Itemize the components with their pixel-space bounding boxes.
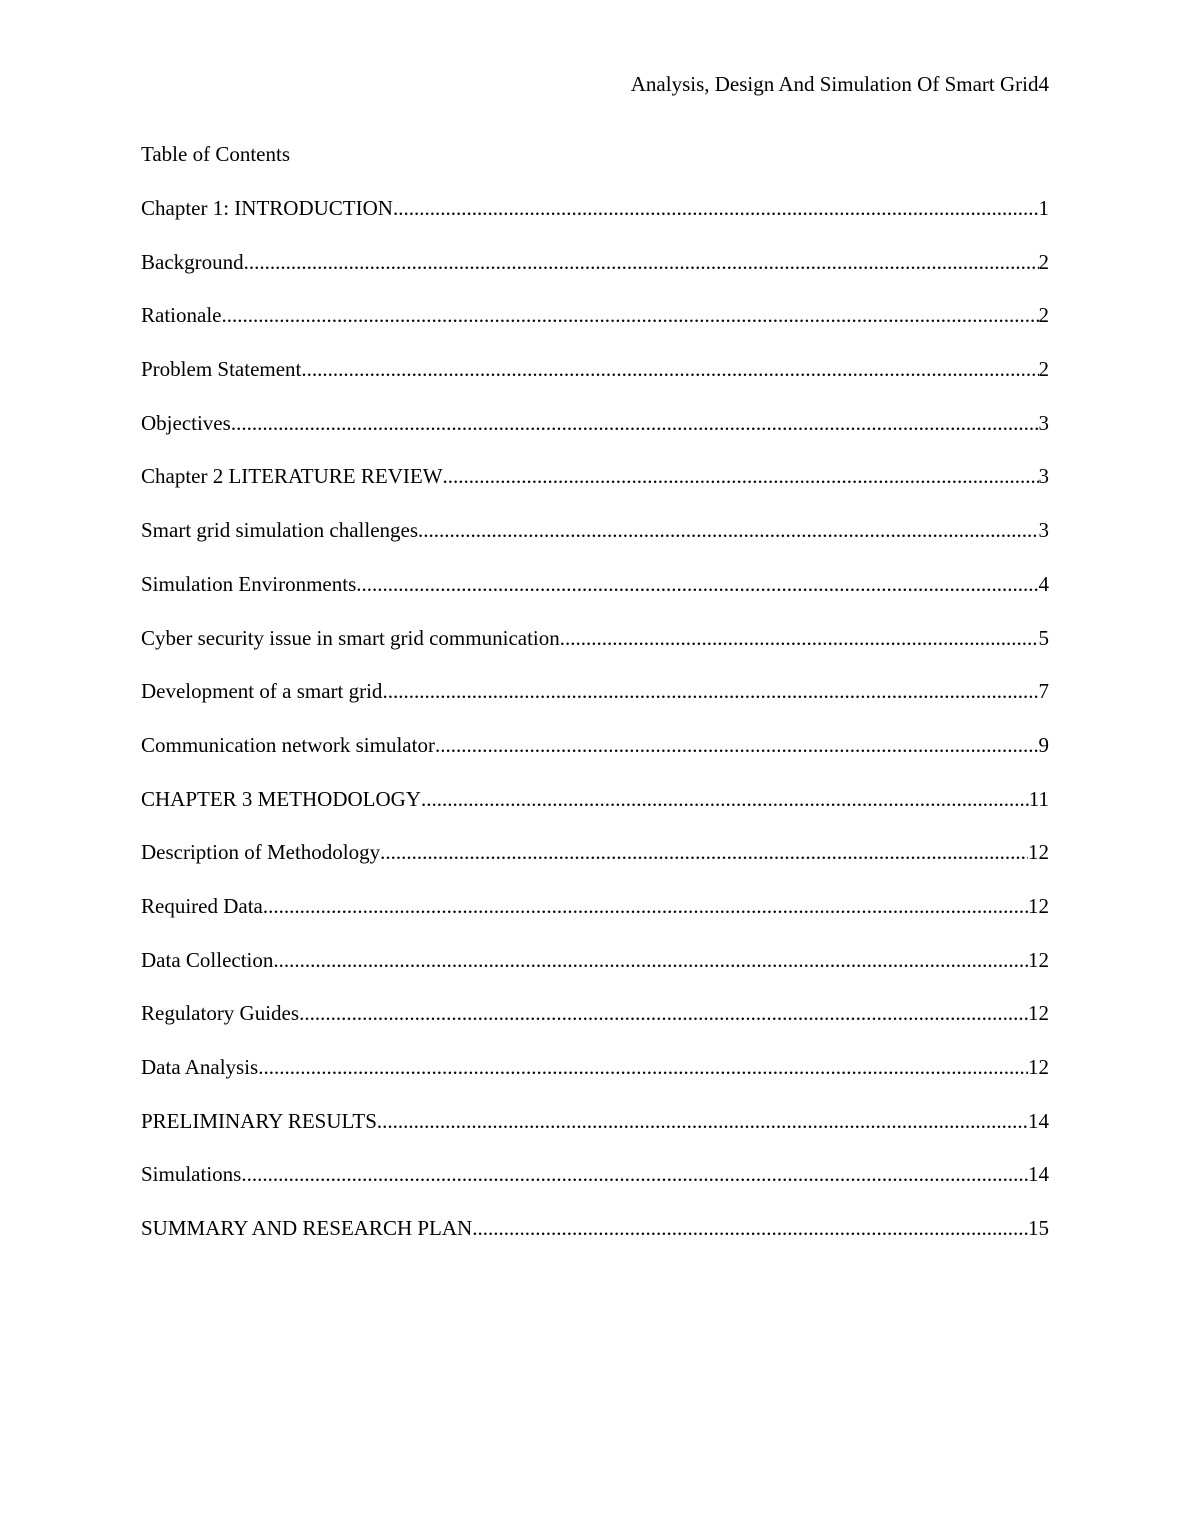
toc-entry-page: 12 [1028, 1001, 1049, 1026]
toc-entry[interactable] [141, 677, 1049, 731]
toc-entry[interactable] [141, 999, 1049, 1053]
toc-dot-leader [244, 248, 1039, 276]
table-of-contents [141, 140, 1049, 1268]
toc-entry[interactable] [141, 1107, 1049, 1161]
toc-entry-page: 14 [1028, 1108, 1049, 1133]
toc-entry-label[interactable]: Cyber security issue in smart grid communication [141, 625, 560, 650]
running-head [631, 70, 1049, 98]
toc-entry-label[interactable]: Objectives [141, 410, 231, 435]
toc-dot-leader [443, 462, 1039, 490]
toc-entry-page: 3 [1038, 464, 1049, 489]
toc-entry-label[interactable]: Regulatory Guides [141, 1001, 300, 1026]
toc-entry[interactable] [141, 462, 1049, 516]
toc-entry-label[interactable]: CHAPTER 3 METHODOLOGY [141, 786, 421, 811]
toc-entry[interactable] [141, 1053, 1049, 1107]
toc-entry-label[interactable]: Data Collection [141, 947, 274, 972]
toc-entry-label[interactable]: Simulations [141, 1162, 242, 1187]
page-number: 4 [1038, 72, 1049, 96]
toc-entry-page: 4 [1038, 571, 1049, 596]
toc-entry[interactable] [141, 892, 1049, 946]
toc-entry-page: 12 [1028, 893, 1049, 918]
toc-entry-label[interactable]: Background [141, 249, 244, 274]
toc-entry[interactable] [141, 1160, 1049, 1214]
toc-entry-page: 7 [1038, 679, 1049, 704]
toc-entry-label[interactable]: Problem Statement [141, 357, 302, 382]
toc-dot-leader [258, 1053, 1028, 1081]
toc-entry-page: 15 [1028, 1216, 1049, 1241]
toc-entry[interactable] [141, 409, 1049, 463]
toc-dot-leader [241, 1160, 1028, 1188]
toc-entry-page: 12 [1028, 1055, 1049, 1079]
toc-dot-leader [356, 570, 1038, 598]
toc-dot-leader [301, 355, 1038, 383]
toc-entry[interactable] [141, 516, 1049, 570]
toc-entry-label[interactable]: Description of Methodology [141, 840, 381, 865]
toc-entry-label[interactable]: Chapter 2 LITERATURE REVIEW [141, 464, 443, 489]
toc-entry-label[interactable]: Required Data [141, 893, 263, 918]
toc-title: Table of Contents [141, 142, 290, 166]
toc-entry-page: 11 [1028, 786, 1049, 811]
toc-entry-label[interactable]: Development of a smart grid [141, 679, 383, 704]
toc-entry[interactable] [141, 946, 1049, 1000]
toc-entry[interactable] [141, 248, 1049, 302]
toc-entry[interactable] [141, 838, 1049, 892]
toc-dot-leader [393, 194, 1039, 222]
toc-entry-page: 2 [1038, 249, 1049, 274]
toc-dot-leader [221, 301, 1038, 329]
toc-dot-leader [299, 999, 1028, 1027]
toc-dot-leader [231, 409, 1039, 437]
toc-dot-leader [382, 677, 1038, 705]
toc-entry[interactable] [141, 731, 1049, 785]
toc-entry-label[interactable]: Data Analysis [141, 1055, 259, 1079]
toc-entry[interactable] [141, 194, 1049, 248]
toc-entry[interactable] [141, 624, 1049, 678]
toc-entry[interactable] [141, 1214, 1049, 1268]
toc-entry-page: 5 [1038, 625, 1049, 650]
toc-entry-label[interactable]: Communication network simulator [141, 732, 435, 757]
toc-entry-label[interactable]: Smart grid simulation challenges [141, 518, 419, 543]
toc-dot-leader [421, 785, 1029, 813]
toc-entry-page: 1 [1038, 196, 1049, 220]
toc-dot-leader [380, 838, 1028, 866]
toc-entry-label[interactable]: SUMMARY AND RESEARCH PLAN [141, 1216, 473, 1241]
toc-entry-page: 2 [1038, 357, 1049, 382]
toc-list [141, 194, 1049, 1268]
toc-entry-page: 3 [1038, 518, 1049, 543]
toc-dot-leader [263, 892, 1028, 920]
toc-entry-page: 3 [1038, 410, 1049, 435]
toc-entry-label[interactable]: Chapter 1: INTRODUCTION [141, 196, 393, 220]
toc-entry-page: 12 [1028, 840, 1049, 865]
toc-dot-leader [273, 946, 1028, 974]
toc-dot-leader [560, 624, 1039, 652]
toc-dot-leader [435, 731, 1039, 759]
toc-dot-leader [472, 1214, 1028, 1242]
toc-entry[interactable] [141, 355, 1049, 409]
toc-dot-leader [377, 1107, 1028, 1135]
toc-entry-page: 9 [1038, 732, 1049, 757]
toc-entry-page: 12 [1028, 947, 1049, 972]
toc-entry-label[interactable]: Simulation Environments [141, 571, 357, 596]
toc-entry-page: 2 [1038, 303, 1049, 328]
toc-entry[interactable] [141, 785, 1049, 839]
toc-dot-leader [418, 516, 1038, 544]
toc-entry[interactable] [141, 570, 1049, 624]
toc-entry-label[interactable]: PRELIMINARY RESULTS [141, 1108, 377, 1133]
toc-entry[interactable] [141, 301, 1049, 355]
toc-entry-label[interactable]: Rationale [141, 303, 222, 328]
running-head-title: Analysis, Design And Simulation Of Smart Grid [630, 72, 1039, 96]
toc-entry-page: 14 [1028, 1162, 1049, 1187]
